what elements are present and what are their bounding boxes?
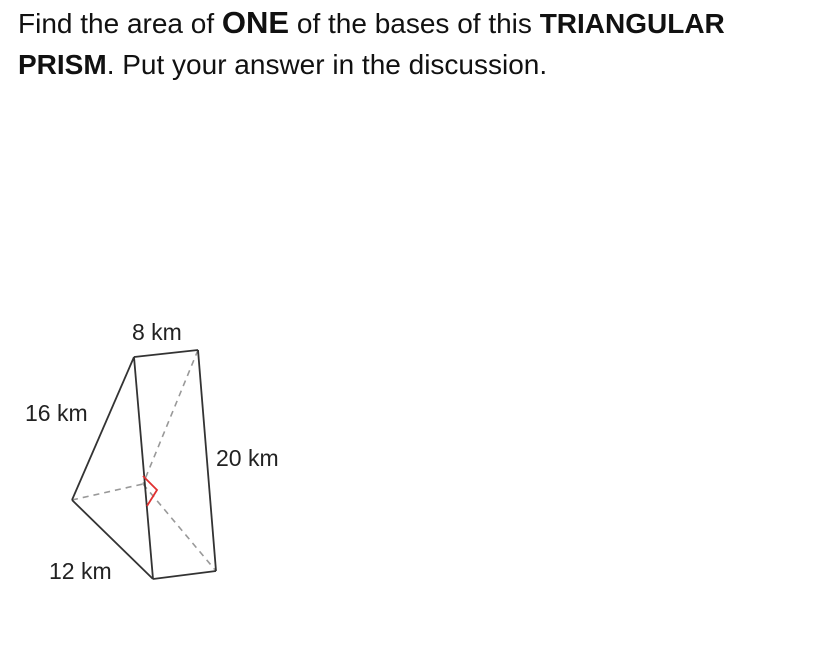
label-slant-edge: 16 km xyxy=(25,400,88,426)
question-part-1: Find the area of xyxy=(18,8,222,39)
question-emphasis-one: ONE xyxy=(221,5,290,40)
question-emphasis-prism: TRIANGULAR PRISM xyxy=(18,8,725,80)
label-top-edge: 8 km xyxy=(132,319,182,345)
edge-top xyxy=(134,350,198,357)
label-right-edge: 20 km xyxy=(216,445,279,471)
hidden-edges xyxy=(72,350,216,571)
question-text xyxy=(18,0,808,85)
label-bottom-edge: 12 km xyxy=(49,558,112,584)
edge-right-20 xyxy=(198,350,216,571)
prism-diagram xyxy=(0,300,320,600)
hidden-edge-corner-to-bottom xyxy=(143,484,216,571)
question-part-2: of the bases of this xyxy=(289,8,540,39)
hidden-edge-back-vertical xyxy=(143,350,198,484)
edge-bottom-back xyxy=(153,571,216,579)
prism-figure xyxy=(0,300,320,600)
hidden-edge-left-to-corner xyxy=(72,484,143,500)
edge-slant-16 xyxy=(72,357,134,500)
question-part-3: . Put your answer in the discussion. xyxy=(106,49,548,80)
edge-front-vertical xyxy=(134,357,153,579)
